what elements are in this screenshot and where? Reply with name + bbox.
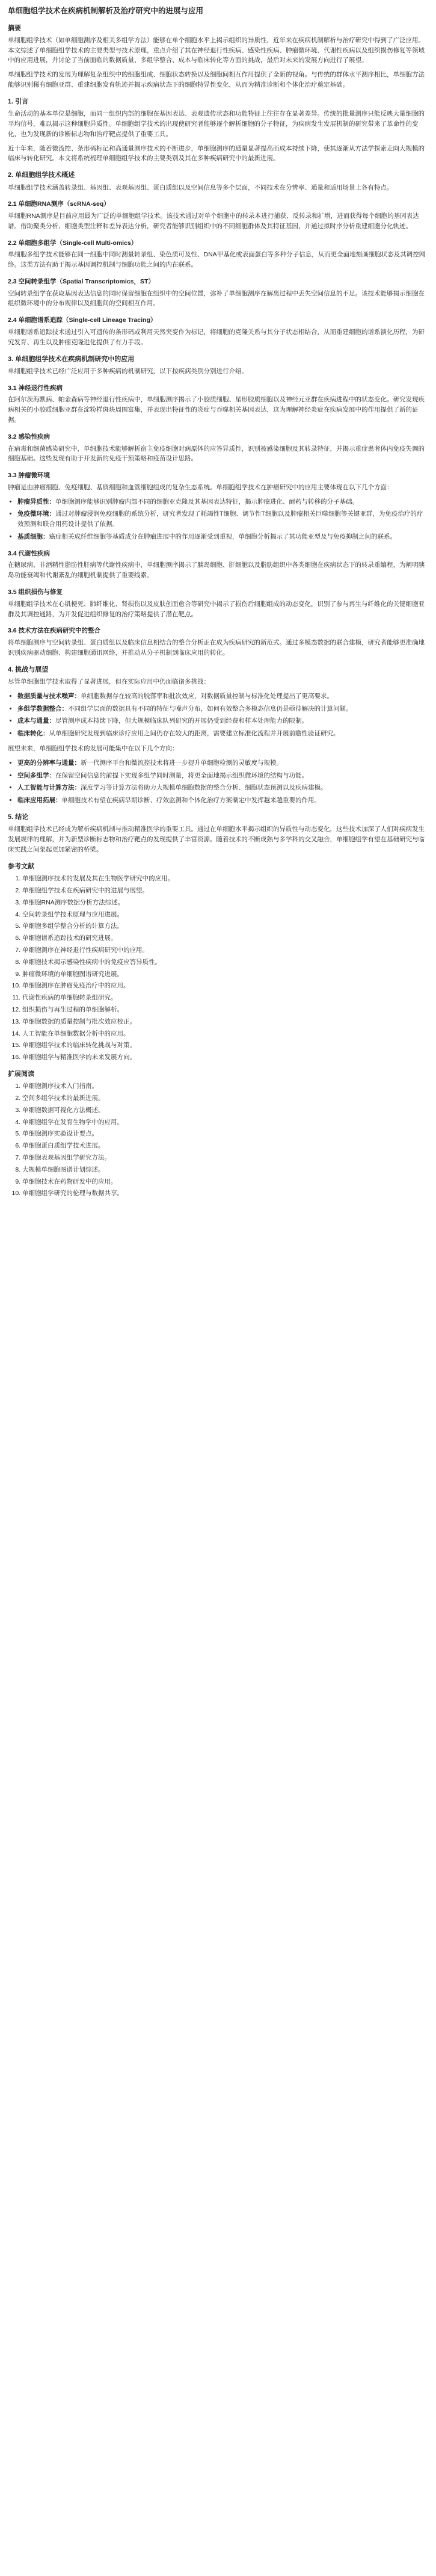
section-heading: 3.4 代谢性疾病	[8, 549, 51, 557]
paragraph: 尽管单细胞组学技术取得了显著进展，但在实际应用中仍面临诸多挑战：	[8, 678, 210, 686]
paragraph: 在病毒和细菌感染研究中，单细胞技术能够解析宿主免疫细胞对病原体的应答异质性，识别被感染细胞及其转录特征，并揭示重症患者体内免疫失调的细胞基础。这些发现有助于开发新的免疫干预策略和疫苗设计思路。	[8, 445, 425, 463]
section-heading: 2.1 单细胞RNA测序（scRNA-seq）	[8, 200, 110, 208]
reference-item	[22, 1141, 428, 1151]
list-item	[17, 729, 428, 739]
reference-text: 单细胞测序实验设计要点。	[22, 1130, 98, 1138]
paragraph: 单细胞组学技术（如单细胞测序及相关多组学方法）能够在单个细胞水平上揭示组织的异质性，近年来在疾病机制解析与治疗研究中得到了广泛应用。本文综述了单细胞组学技术的主要类型与技术原理，重点介绍了其在神经退行性疾病、感染性疾病、肿瘤微环境、代谢性疾病以及组织损伤修复等领域中的应用进展，并讨论了当前面临的数据质量、多组学整合、成本与临床转化等方面的挑战，最后对未来的发展方向进行了展望。	[8, 36, 425, 64]
reference-item	[22, 1153, 428, 1163]
reference-item	[22, 933, 428, 944]
section-heading: 2.2 单细胞多组学（Single-cell Multi-omics）	[8, 239, 138, 247]
section-heading: 2.4 单细胞谱系追踪（Single-cell Lineage Tracing）	[8, 317, 157, 324]
reference-text: 单细胞组学与精准医学的未来发展方向。	[22, 1054, 136, 1061]
list-item	[17, 758, 428, 768]
reference-text: 单细胞测序技术的发展及其在生物医学研究中的应用。	[22, 875, 174, 883]
list-item	[17, 532, 428, 542]
section-heading: 3.3 肿瘤微环境	[8, 472, 51, 480]
list-item-lead: 人工智能与计算方法：	[17, 784, 81, 792]
document-page	[0, 0, 436, 1213]
reference-item	[22, 1105, 428, 1116]
document-body	[8, 24, 428, 855]
section-heading: 1. 引言	[8, 97, 29, 105]
reference-text: 单细胞蛋白质组学技术进展。	[22, 1142, 105, 1150]
section-heading: 4. 挑战与展望	[8, 666, 49, 673]
list-item-text: 从单细胞研究发现到临床诊疗应用之间仍存在较大的距离，需要建立标准化流程并开展前瞻性验证研究。	[49, 730, 340, 738]
extended-reading-list	[8, 1081, 428, 1199]
reference-text: 单细胞测序技术入门指南。	[22, 1083, 98, 1090]
list-item-text: 单细胞技术有望在疾病早期诊断、疗效监测和个体化治疗方案制定中发挥越来越重要的作用。	[61, 797, 321, 805]
reference-text: 单细胞技术揭示感染性疾病中的免疫应答异质性。	[22, 958, 161, 966]
paragraph: 单细胞组学技术涵盖转录组、基因组、表观基因组、蛋白质组以及空间信息等多个层面，不同技术在分辨率、通量和适用场景上各有特点。	[8, 184, 393, 191]
list-item	[17, 497, 428, 507]
list-item	[17, 783, 428, 793]
list-item-text: 尽管测序成本持续下降，但大规模临床队列研究的开展仍受到经费和样本处理能力的限制。	[55, 717, 308, 725]
section-heading: 5. 结论	[8, 813, 29, 821]
section-heading: 3.5 组织损伤与修复	[8, 588, 63, 596]
reference-text: 肿瘤微环境的单细胞图谱研究进展。	[22, 970, 123, 978]
section-heading: 3. 单细胞组学技术在疾病机制研究中的应用	[8, 355, 135, 363]
document-title: 单细胞组学技术在疾病机制解析及治疗研究中的进展与应用	[8, 7, 204, 15]
list-item-lead: 空间多组学：	[17, 771, 55, 779]
list-item-lead: 多组学数据整合：	[17, 705, 68, 712]
section-heading: 3.6 技术方法在疾病研究中的整合	[8, 627, 101, 635]
section-heading: 2.3 空间转录组学（Spatial Transcriptomics，ST）	[8, 278, 155, 285]
list-item-lead: 临床转化：	[17, 730, 49, 738]
reference-text: 单细胞测序在肿瘤免疫治疗中的应用。	[22, 982, 130, 990]
paragraph: 近十年来，随着微流控、条形码标记和高通量测序技术的不断进步，单细胞测序的通量显著提高而成本持续下降，使其逐渐从方法学探索走向大规模的临床与转化研究。本文将系统梳理单细胞组学技术的主要类别及其在多种疾病研究中的最新进展。	[8, 144, 425, 162]
reference-item	[22, 898, 428, 908]
extended-reading-heading: 扩展阅读	[8, 1070, 34, 1078]
reference-item	[22, 1052, 428, 1063]
paragraph: 单细胞组学技术已经广泛应用于多种疾病的机制研究，以下按疾病类别分别进行介绍。	[8, 367, 248, 375]
reference-text: 大规模单细胞图谱计划综述。	[22, 1166, 105, 1173]
list-item-text: 单细胞测序能够识别肿瘤内部不同的细胞亚克隆及其基因表达特征，揭示肿瘤进化、耐药与转移的分子基础。	[55, 498, 358, 505]
reference-item	[22, 993, 428, 1003]
reference-text: 单细胞数据的质量控制与批次效应校正。	[22, 1018, 136, 1025]
bullet-list	[8, 497, 428, 542]
list-item-lead: 免疫微环境：	[17, 510, 55, 518]
reference-text: 单细胞组学技术在疾病研究中的进展与展望。	[22, 886, 149, 894]
references-list	[8, 874, 428, 1063]
section-heading: 2. 单细胞组学技术概述	[8, 171, 75, 179]
paragraph: 单细胞谱系追踪技术通过引入可遗传的条形码或利用天然突变作为标记，将细胞的克隆关系与其分子状态相结合，从而重建细胞的谱系演化历程，为研究发育、再生以及肿瘤克隆进化提供了有力手段。	[8, 328, 425, 346]
list-item-lead: 临床应用拓展：	[17, 797, 62, 805]
paragraph: 单细胞组学技术在心肌梗死、肺纤维化、肾损伤以及皮肤创面愈合等研究中揭示了损伤后细胞组成的动态变化，识别了参与再生与纤维化的关键细胞亚群及其调控通路，为开发促进组织修复的治疗策略提供了潜在靶点。	[8, 600, 425, 618]
list-item-lead: 成本与通量：	[17, 717, 55, 725]
reference-item	[22, 969, 428, 980]
reference-item	[22, 1040, 428, 1051]
reference-item	[22, 1188, 428, 1199]
reference-item	[22, 874, 428, 884]
list-item-text: 在保留空间信息的前提下实现多组学同时测量，将更全面地揭示组织微环境的结构与功能。	[55, 771, 308, 779]
bullet-list	[8, 691, 428, 739]
paragraph: 单细胞组学技术的发展为理解复杂组织中的细胞组成、细胞状态转换以及细胞间相互作用提供了全新的视角。与传统的群体水平测序相比，单细胞方法能够识别稀有细胞亚群、重建细胞发育轨迹并揭示疾病状态下的细胞特异性变化，从而为精准诊断和个体化治疗奠定基础。	[8, 71, 425, 89]
paragraph: 在阿尔茨海默病、帕金森病等神经退行性疾病中，单细胞测序揭示了小胶质细胞、星形胶质细胞以及神经元亚群在疾病进程中的状态变化。研究发现疾病相关的小胶质细胞亚群在淀粉样斑块周围富集，并表现出特征性的炎症与吞噬相关基因表达，这为理解神经炎症在疾病发展中的作用提供了新的证据。	[8, 396, 425, 424]
reference-text: 单细胞多组学整合分析的计算方法。	[22, 922, 123, 930]
list-item	[17, 704, 428, 714]
list-item-text: 深度学习等计算方法将助力大规模单细胞数据的整合分析、细胞状态预测以及疾病建模。	[81, 784, 327, 792]
list-item	[17, 716, 428, 726]
reference-item	[22, 1017, 428, 1027]
list-item	[17, 691, 428, 702]
paragraph: 单细胞组学技术已经成为解析疾病机制与推动精准医学的重要工具。通过在单细胞水平揭示组织的异质性与动态变化，这些技术加深了人们对疾病发生发展规律的理解，并为新型诊断标志物和治疗靶点的发现提供了丰富资源。随着技术的不断成熟与多学科的交叉融合，单细胞组学有望在基础研究与临床实践之间架起更加紧密的桥梁。	[8, 826, 425, 853]
list-item-text: 新一代测序平台和微流控技术将进一步提升单细胞检测的灵敏度与规模。	[81, 759, 283, 767]
reference-item	[22, 1165, 428, 1175]
reference-text: 空间多组学技术的最新进展。	[22, 1095, 105, 1102]
list-item	[17, 509, 428, 530]
paragraph: 肿瘤是由肿瘤细胞、免疫细胞、基质细胞和血管细胞组成的复杂生态系统。单细胞组学技术在肿瘤研究中的应用主要体现在以下几个方面：	[8, 483, 393, 491]
list-item	[17, 795, 428, 806]
reference-text: 单细胞数据可视化方法概述。	[22, 1106, 105, 1114]
reference-item	[22, 1029, 428, 1039]
list-item-text: 癌症相关成纤维细胞等基质成分在肿瘤进展中的作用逐渐受到重视，单细胞分析揭示了其功能亚型及与免疫抑制之间的联系。	[49, 533, 396, 540]
reference-text: 人工智能在单细胞数据分析中的应用。	[22, 1030, 130, 1037]
paragraph: 单细胞RNA测序是目前应用最为广泛的单细胞组学技术。该技术通过对单个细胞中的转录本进行捕获、反转录和扩增，进而获得每个细胞的基因表达谱。借助聚类分析、细胞类型注释和差异表达分析，研究者能够识别组织中的不同细胞群体及其特征基因，并通过拟时序分析重建细胞分化轨迹。	[8, 212, 419, 230]
paragraph: 展望未来，单细胞组学技术的发展可能集中在以下几个方向：	[8, 745, 179, 752]
list-item-lead: 基质细胞：	[17, 533, 49, 540]
paragraph: 生命活动的基本单位是细胞，而同一组织内部的细胞在基因表达、表观遗传状态和功能特征上往往存在显著差异。传统的批量测序只能反映大量细胞的平均信号，难以揭示这种细胞异质性。单细胞组学技术的出现使研究者能够逐个解析细胞的分子特征，为疾病发生发展机制的研究带来了革命性的变化，也为发现新的诊断标志物和治疗靶点提供了重要工具。	[8, 110, 425, 138]
reference-item	[22, 981, 428, 991]
list-item	[17, 771, 428, 781]
list-item-lead: 数据质量与技术噪声：	[17, 692, 81, 700]
list-item-text: 不同组学层面的数据具有不同的特征与噪声分布，如何有效整合多模态信息仍是亟待解决的计算问题。	[68, 705, 352, 712]
reference-text: 组织损伤与再生过程的单细胞解析。	[22, 1005, 123, 1013]
reference-text: 单细胞谱系追踪技术的研究进展。	[22, 934, 117, 942]
reference-item	[22, 1177, 428, 1187]
reference-text: 单细胞RNA测序数据分析方法综述。	[22, 898, 124, 906]
reference-text: 单细胞组学在发育生物学中的应用。	[22, 1118, 123, 1126]
reference-text: 代谢性疾病的单细胞转录组研究。	[22, 994, 117, 1002]
list-item-lead: 肿瘤异质性：	[17, 498, 55, 505]
reference-item	[22, 1081, 428, 1092]
reference-item	[22, 921, 428, 931]
list-item-text: 通过对肿瘤浸润免疫细胞的系统分析，研究者发现了耗竭性T细胞、调节性T细胞以及肿瘤相关巨噬细胞等关键亚群，为免疫治疗的疗效预测和联合用药设计提供了依据。	[17, 510, 423, 528]
list-item-text: 单细胞数据存在较高的脱落率和批次效应，对数据质量控制与标准化处理提出了更高要求。	[81, 692, 333, 700]
reference-item	[22, 957, 428, 968]
references-heading: 参考文献	[8, 862, 34, 870]
reference-text: 单细胞组学研究的伦理与数据共享。	[22, 1190, 123, 1197]
reference-text: 空间转录组学技术原理与应用进展。	[22, 910, 123, 918]
reference-item	[22, 945, 428, 956]
reference-item	[22, 910, 428, 920]
reference-item	[22, 886, 428, 896]
reference-text: 单细胞表观基因组学研究方法。	[22, 1154, 111, 1162]
paragraph: 将单细胞测序与空间转录组、蛋白质组以及临床信息相结合的整合分析正在成为疾病研究的新范式。通过多模态数据的联合建模，研究者能够更准确地识别疾病驱动细胞、构建细胞通讯网络，并推动从分子机制到临床应用的转化。	[8, 639, 425, 656]
reference-item	[22, 1117, 428, 1128]
paragraph: 在糖尿病、非酒精性脂肪性肝病等代谢性疾病中，单细胞测序揭示了胰岛细胞、肝细胞以及脂肪组织中各类细胞在疾病状态下的转录重编程，为阐明胰岛功能衰竭和代谢紊乱的细胞机制提供了重要线索。	[8, 561, 425, 579]
section-heading: 3.2 感染性疾病	[8, 433, 51, 440]
section-heading: 摘要	[8, 24, 21, 32]
reference-item	[22, 1129, 428, 1139]
bullet-list	[8, 758, 428, 806]
section-heading: 3.1 神经退行性疾病	[8, 384, 63, 392]
reference-item	[22, 1005, 428, 1015]
paragraph: 空间转录组学在获取基因表达信息的同时保留细胞在组织中的空间位置，弥补了单细胞测序在解离过程中丢失空间信息的不足。该技术能够揭示细胞在组织微环境中的分布规律以及细胞间的空间相互作用。	[8, 289, 425, 307]
reference-text: 单细胞技术在药物研发中的应用。	[22, 1178, 117, 1185]
paragraph: 单细胞多组学技术能够在同一细胞中同时测量转录组、染色质可及性、DNA甲基化或表面蛋白等多种分子信息，从而更全面地刻画细胞状态及其调控网络。这类方法有助于揭示基因调控机制与细胞功能之间的内在联系。	[8, 251, 426, 269]
list-item-lead: 更高的分辨率与通量：	[17, 759, 81, 767]
reference-text: 单细胞组学技术的临床转化挑战与对策。	[22, 1042, 136, 1049]
reference-text: 单细胞测序在神经退行性疾病研究中的应用。	[22, 946, 149, 954]
reference-item	[22, 1093, 428, 1104]
